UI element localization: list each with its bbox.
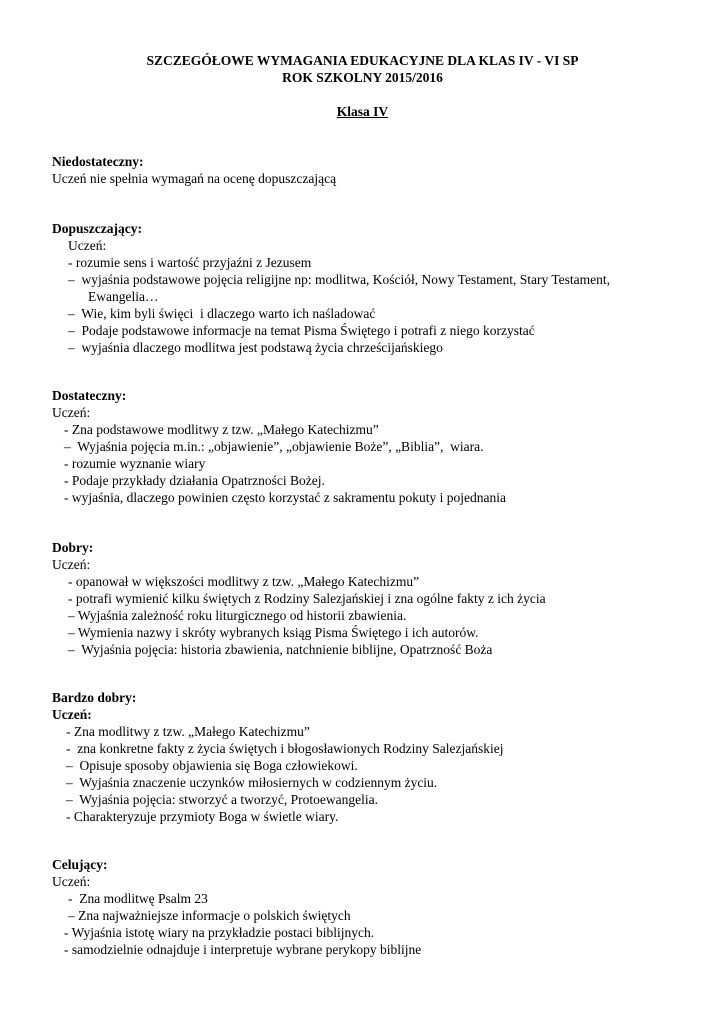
list-item-continuation: Ewangelia…	[88, 289, 159, 304]
section-dostateczny	[52, 387, 692, 506]
section-niedostateczny	[52, 153, 692, 187]
list-item: – Wyjaśnia pojęcia: historia zbawienia, natchnienie biblijne, Opatrzność Boża	[68, 642, 493, 657]
list-item: – Opisuje sposoby objawienia się Boga człowiekowi.	[66, 758, 358, 773]
list-item: – Wyjaśnia zależność roku liturgicznego od historii zbawienia.	[68, 608, 407, 623]
list-item: – Wyjaśnia pojęcia: stworzyć a tworzyć, Protoewangelia.	[66, 792, 378, 807]
list-item: - Podaje przykłady działania Opatrzności Bożej.	[64, 473, 325, 488]
list-item: - opanował w większości modlitwy z tzw. „Małego Katechizmu”	[68, 574, 420, 589]
list-item: - zna konkretne fakty z życia świętych i błogosławionych Rodziny Salezjańskiej	[66, 741, 504, 756]
intro-text: Uczeń:	[52, 707, 92, 722]
list-item: – Wymienia nazwy i skróty wybranych ksiąg Pisma Świętego i ich autorów.	[68, 625, 479, 640]
grade-heading: Niedostateczny:	[52, 154, 144, 169]
list-item: – wyjaśnia dlaczego modlitwa jest podstawą życia chrześcijańskiego	[68, 340, 443, 355]
list-item: - rozumie sens i wartość przyjaźni z Jezusem	[68, 255, 312, 270]
list-item: – Zna najważniejsze informacje o polskich świętych	[68, 908, 351, 923]
list-item: - Wyjaśnia istotę wiary na przykładzie postaci biblijnych.	[64, 925, 375, 940]
grade-heading: Celujący:	[52, 857, 108, 872]
grade-heading: Dopuszczający:	[52, 221, 142, 236]
list-item: - potrafi wymienić kilku świętych z Rodziny Salezjańskiej i zna ogólne fakty z ich życia	[68, 591, 546, 606]
document-title	[0, 52, 725, 86]
class-heading: Klasa IV	[336, 104, 389, 119]
section-dopuszczajacy	[52, 220, 692, 356]
section-dobry	[52, 539, 692, 658]
section-bardzo-dobry	[52, 689, 692, 825]
section-celujacy	[52, 856, 692, 958]
grade-heading: Dobry:	[52, 540, 94, 555]
list-item: - Zna podstawowe modlitwy z tzw. „Małego Katechizmu”	[64, 422, 379, 437]
list-item: – Wyjaśnia znaczenie uczynków miłosiernych w codziennym życiu.	[66, 775, 438, 790]
list-item: - rozumie wyznanie wiary	[64, 456, 206, 471]
list-item: - Zna modlitwę Psalm 23	[68, 891, 208, 906]
list-item: – Podaje podstawowe informacje na temat Pisma Świętego i potrafi z niego korzystać	[68, 323, 535, 338]
intro-text: Uczeń:	[68, 238, 107, 253]
grade-heading: Bardzo dobry:	[52, 690, 137, 705]
grade-heading: Dostateczny:	[52, 388, 127, 403]
list-item: - samodzielnie odnajduje i interpretuje wybrane perykopy biblijne	[64, 942, 422, 957]
intro-text: Uczeń:	[52, 405, 91, 420]
title-line-2: ROK SZKOLNY 2015/2016	[282, 70, 443, 85]
list-item: – wyjaśnia podstawowe pojęcia religijne np: modlitwa, Kościół, Nowy Testament, Stary Testament,	[68, 272, 611, 287]
list-item: - wyjaśnia, dlaczego powinien często korzystać z sakramentu pokuty i pojednania	[64, 490, 506, 505]
list-item: – Wyjaśnia pojęcia m.in.: „objawienie”, „objawienie Boże”, „Biblia”, wiara.	[64, 439, 484, 454]
grade-text: Uczeń nie spełnia wymagań na ocenę dopuszczającą	[52, 171, 337, 186]
list-item: – Wie, kim byli święci i dlaczego warto ich naśladować	[68, 306, 376, 321]
intro-text: Uczeń:	[52, 874, 91, 889]
intro-text: Uczeń:	[52, 557, 91, 572]
list-item: - Zna modlitwy z tzw. „Małego Katechizmu”	[66, 724, 310, 739]
list-item: - Charakteryzuje przymioty Boga w świetle wiary.	[66, 809, 339, 824]
title-line-1: SZCZEGÓŁOWE WYMAGANIA EDUKACYJNE DLA KLAS IV - VI SP	[146, 53, 579, 68]
